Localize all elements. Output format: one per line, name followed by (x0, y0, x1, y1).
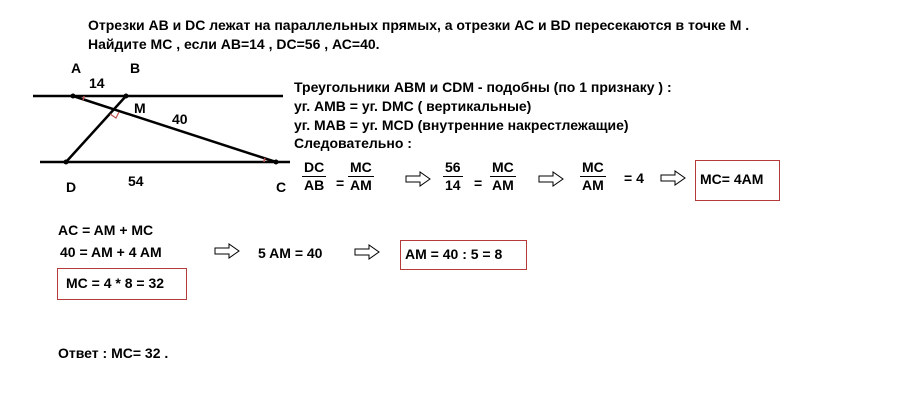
implies-arrow-icon (539, 172, 563, 186)
therefore-label: Следовательно : (294, 135, 412, 151)
fraction-numerator: DC (304, 159, 325, 175)
fraction-56-14 (443, 160, 463, 193)
fraction-numerator: MC (582, 159, 604, 175)
label-len-AB: 14 (89, 75, 105, 91)
implies-arrow-icon (661, 171, 685, 185)
result-mc-4am: MC= 4AM (700, 171, 764, 187)
fraction-mc-am-3 (580, 160, 606, 193)
problem-line-2: Найдите МС , если АВ=14 , DC=56 , АС=40. (88, 36, 380, 52)
equals-four: = 4 (624, 170, 644, 186)
fraction-denominator: AM (350, 177, 372, 193)
label-C: C (276, 179, 287, 195)
implies-arrow-icon (215, 244, 239, 258)
result-mc: MC = 4 * 8 = 32 (66, 275, 165, 291)
label-A: A (71, 60, 82, 76)
fraction-denominator: AB (304, 177, 325, 193)
sum-equation-1: AC = AM + MC (58, 222, 154, 238)
similarity-statement: Треугольники ABM и CDM - подобны (по 1 признаку ) : (294, 79, 672, 95)
angle-statement-2: уг. МАВ = уг. MCD (внутренние накрестлежащие) (294, 117, 629, 133)
fraction-denominator: AM (582, 177, 604, 193)
implies-arrow-icon (406, 172, 430, 186)
angle-statement-1: уг. АМВ = уг. DMC ( вертикальные) (294, 98, 532, 114)
fraction-numerator: MC (350, 159, 372, 175)
sum-equation-2: 40 = AM + 4 AM (60, 244, 162, 260)
implies-arrow-icon (355, 245, 379, 259)
equals-sign: = (336, 175, 345, 191)
label-B: B (130, 60, 141, 76)
problem-line-1: Отрезки АВ и DC лежат на параллельных прямых, а отрезки АС и BD пересекаются в точке М . (88, 17, 750, 33)
fraction-numerator: 56 (445, 159, 461, 175)
fraction-denominator: 14 (445, 177, 461, 193)
answer-line: Ответ : МС= 32 . (58, 345, 169, 361)
fraction-denominator: AM (492, 177, 514, 193)
label-len-DC: 54 (128, 173, 144, 189)
step-equation: 5 AM = 40 (258, 245, 323, 261)
label-D: D (66, 179, 77, 195)
fraction-numerator: MC (492, 159, 514, 175)
fraction-mc-am-2 (490, 160, 516, 193)
label-len-MC: 40 (172, 111, 188, 127)
equals-sign: = (474, 175, 483, 191)
label-M: M (134, 100, 146, 116)
result-am: AM = 40 : 5 = 8 (405, 246, 503, 262)
